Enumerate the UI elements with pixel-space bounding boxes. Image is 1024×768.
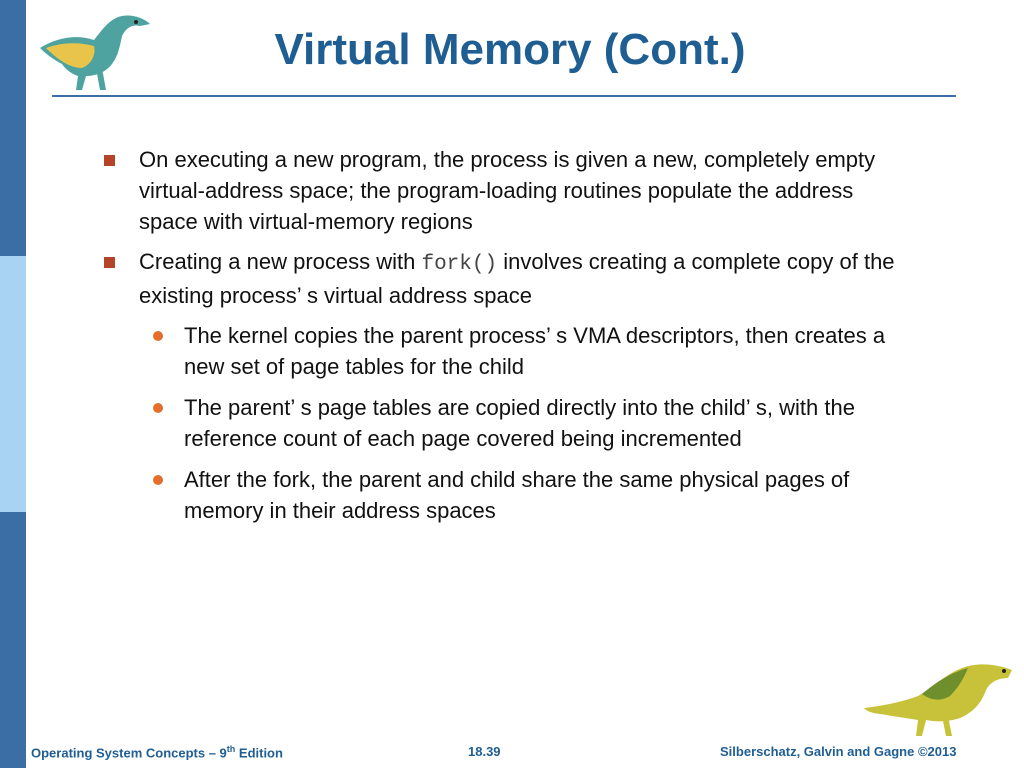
sub-bullet-text: After the fork, the parent and child share the same physical pages of memory in their address spaces [184,467,850,523]
apostrophe: ’ [296,283,301,308]
bullet-text-part: s virtual address space [300,283,532,308]
bullet-text: On executing a new program, the process is given a new, completely empty virtual-address space; the program-loading routines populate the address space with virtual-memory regions [139,147,876,234]
footer-authors: Silberschatz, Galvin and Gagne ©2013 [720,744,957,759]
footer-book-title [31,744,283,760]
dinosaur-logo-icon [36,8,158,96]
title-divider [52,95,956,97]
bullet-text-part: involves creating a complete copy of the existing process [139,249,895,308]
slide-title: Virtual Memory (Cont.) [274,25,746,74]
sub-bullet-item [100,392,900,454]
slide-content [100,144,900,536]
bullet-text-part: Creating a new process with [139,249,422,274]
square-bullet-icon [104,155,115,166]
square-bullet-icon [104,257,115,268]
code-fork: fork() [421,253,498,276]
footer-title-suffix: Edition [235,745,283,761]
footer-title-prefix: Operating System Concepts – 9 [31,745,227,761]
sub-bullet-text: The kernel copies the parent process’ s VMA descriptors, then creates a new set of page tables for the child [184,323,886,379]
sub-bullet-item [100,464,900,526]
sidebar-band-bottom [0,512,26,768]
sidebar-band-middle [0,256,26,512]
bullet-item [100,144,900,237]
sidebar-band-top [0,0,26,256]
sub-bullet-text: The parent’ s page tables are copied directly into the child’ s, with the reference count of each page covered being incremented [184,395,855,451]
sub-bullet-item [100,320,900,382]
round-bullet-icon [153,331,163,341]
bullet-item [100,246,900,311]
footer-title-sup: th [226,744,236,754]
round-bullet-icon [153,403,163,413]
round-bullet-icon [153,475,163,485]
slide-number: 18.39 [468,744,501,759]
dinosaur-footer-icon [862,658,1020,740]
